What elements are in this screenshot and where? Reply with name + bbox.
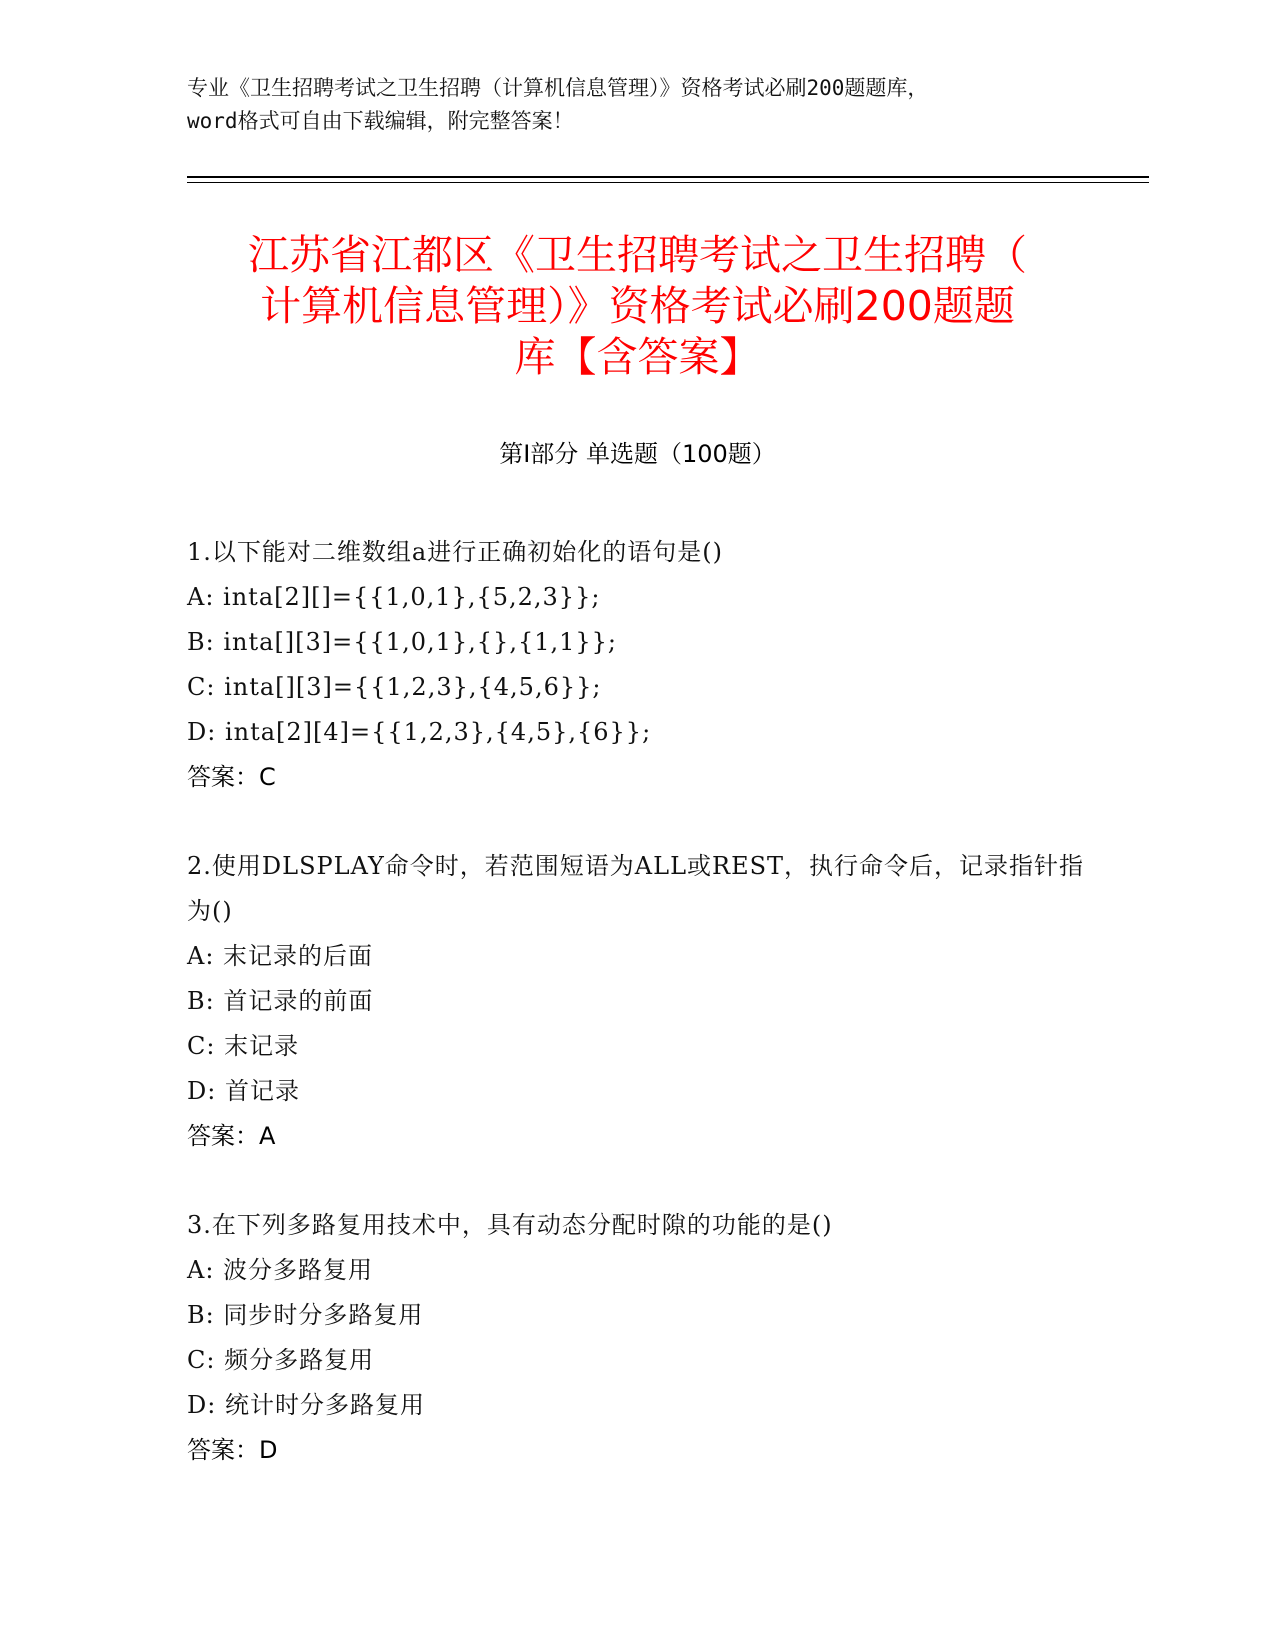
question-stem: 1.以下能对二维数组a进行正确初始化的语句是()	[187, 538, 723, 566]
header-divider-thin	[187, 182, 1149, 183]
option-c: C: inta[][3]={{1,2,3},{4,5,6}};	[187, 673, 602, 701]
option-b: B: 同步时分多路复用	[187, 1301, 424, 1329]
answer: 答案：A	[187, 1122, 276, 1150]
question-stem: 2.使用DLSPLAY命令时，若范围短语为ALL或REST，执行命令后，记录指针指为()	[187, 852, 1085, 925]
document-title	[180, 230, 1095, 383]
question-stem: 3.在下列多路复用技术中，具有动态分配时隙的功能的是()	[187, 1211, 833, 1239]
option-a: A: 波分多路复用	[187, 1256, 374, 1284]
answer: 答案：D	[187, 1436, 278, 1464]
option-d: D: 统计时分多路复用	[187, 1391, 425, 1419]
document-title-line-1: 江苏省江都区《卫生招聘考试之卫生招聘（	[248, 231, 1027, 279]
option-a: A: inta[2][]={{1,0,1},{5,2,3}};	[187, 583, 601, 611]
header-note-line-2: word格式可自由下载编辑，附完整答案！	[187, 109, 574, 133]
option-c: C: 末记录	[187, 1032, 300, 1060]
question-3	[187, 1203, 1087, 1473]
option-c: C: 频分多路复用	[187, 1346, 375, 1374]
answer: 答案：C	[187, 763, 276, 791]
header-divider-thick	[187, 176, 1149, 178]
question-1	[187, 530, 1087, 800]
question-2	[187, 844, 1087, 1159]
option-d: D: 首记录	[187, 1077, 300, 1105]
section-title: 第I部分 单选题（100题）	[499, 440, 776, 468]
option-b: B: 首记录的前面	[187, 987, 374, 1015]
option-a: A: 末记录的后面	[187, 942, 374, 970]
header-note	[187, 72, 1087, 138]
option-d: D: inta[2][4]={{1,2,3},{4,5},{6}};	[187, 718, 652, 746]
document-title-line-2: 计算机信息管理）》资格考试必刷200题题	[260, 282, 1015, 330]
option-b: B: inta[][3]={{1,0,1},{},{1,1}};	[187, 628, 618, 656]
question-list	[187, 530, 1087, 1517]
header-note-line-1: 专业《卫生招聘考试之卫生招聘（计算机信息管理）》资格考试必刷200题题库，	[187, 76, 929, 100]
document-title-line-3: 库【含答案】	[514, 333, 761, 381]
